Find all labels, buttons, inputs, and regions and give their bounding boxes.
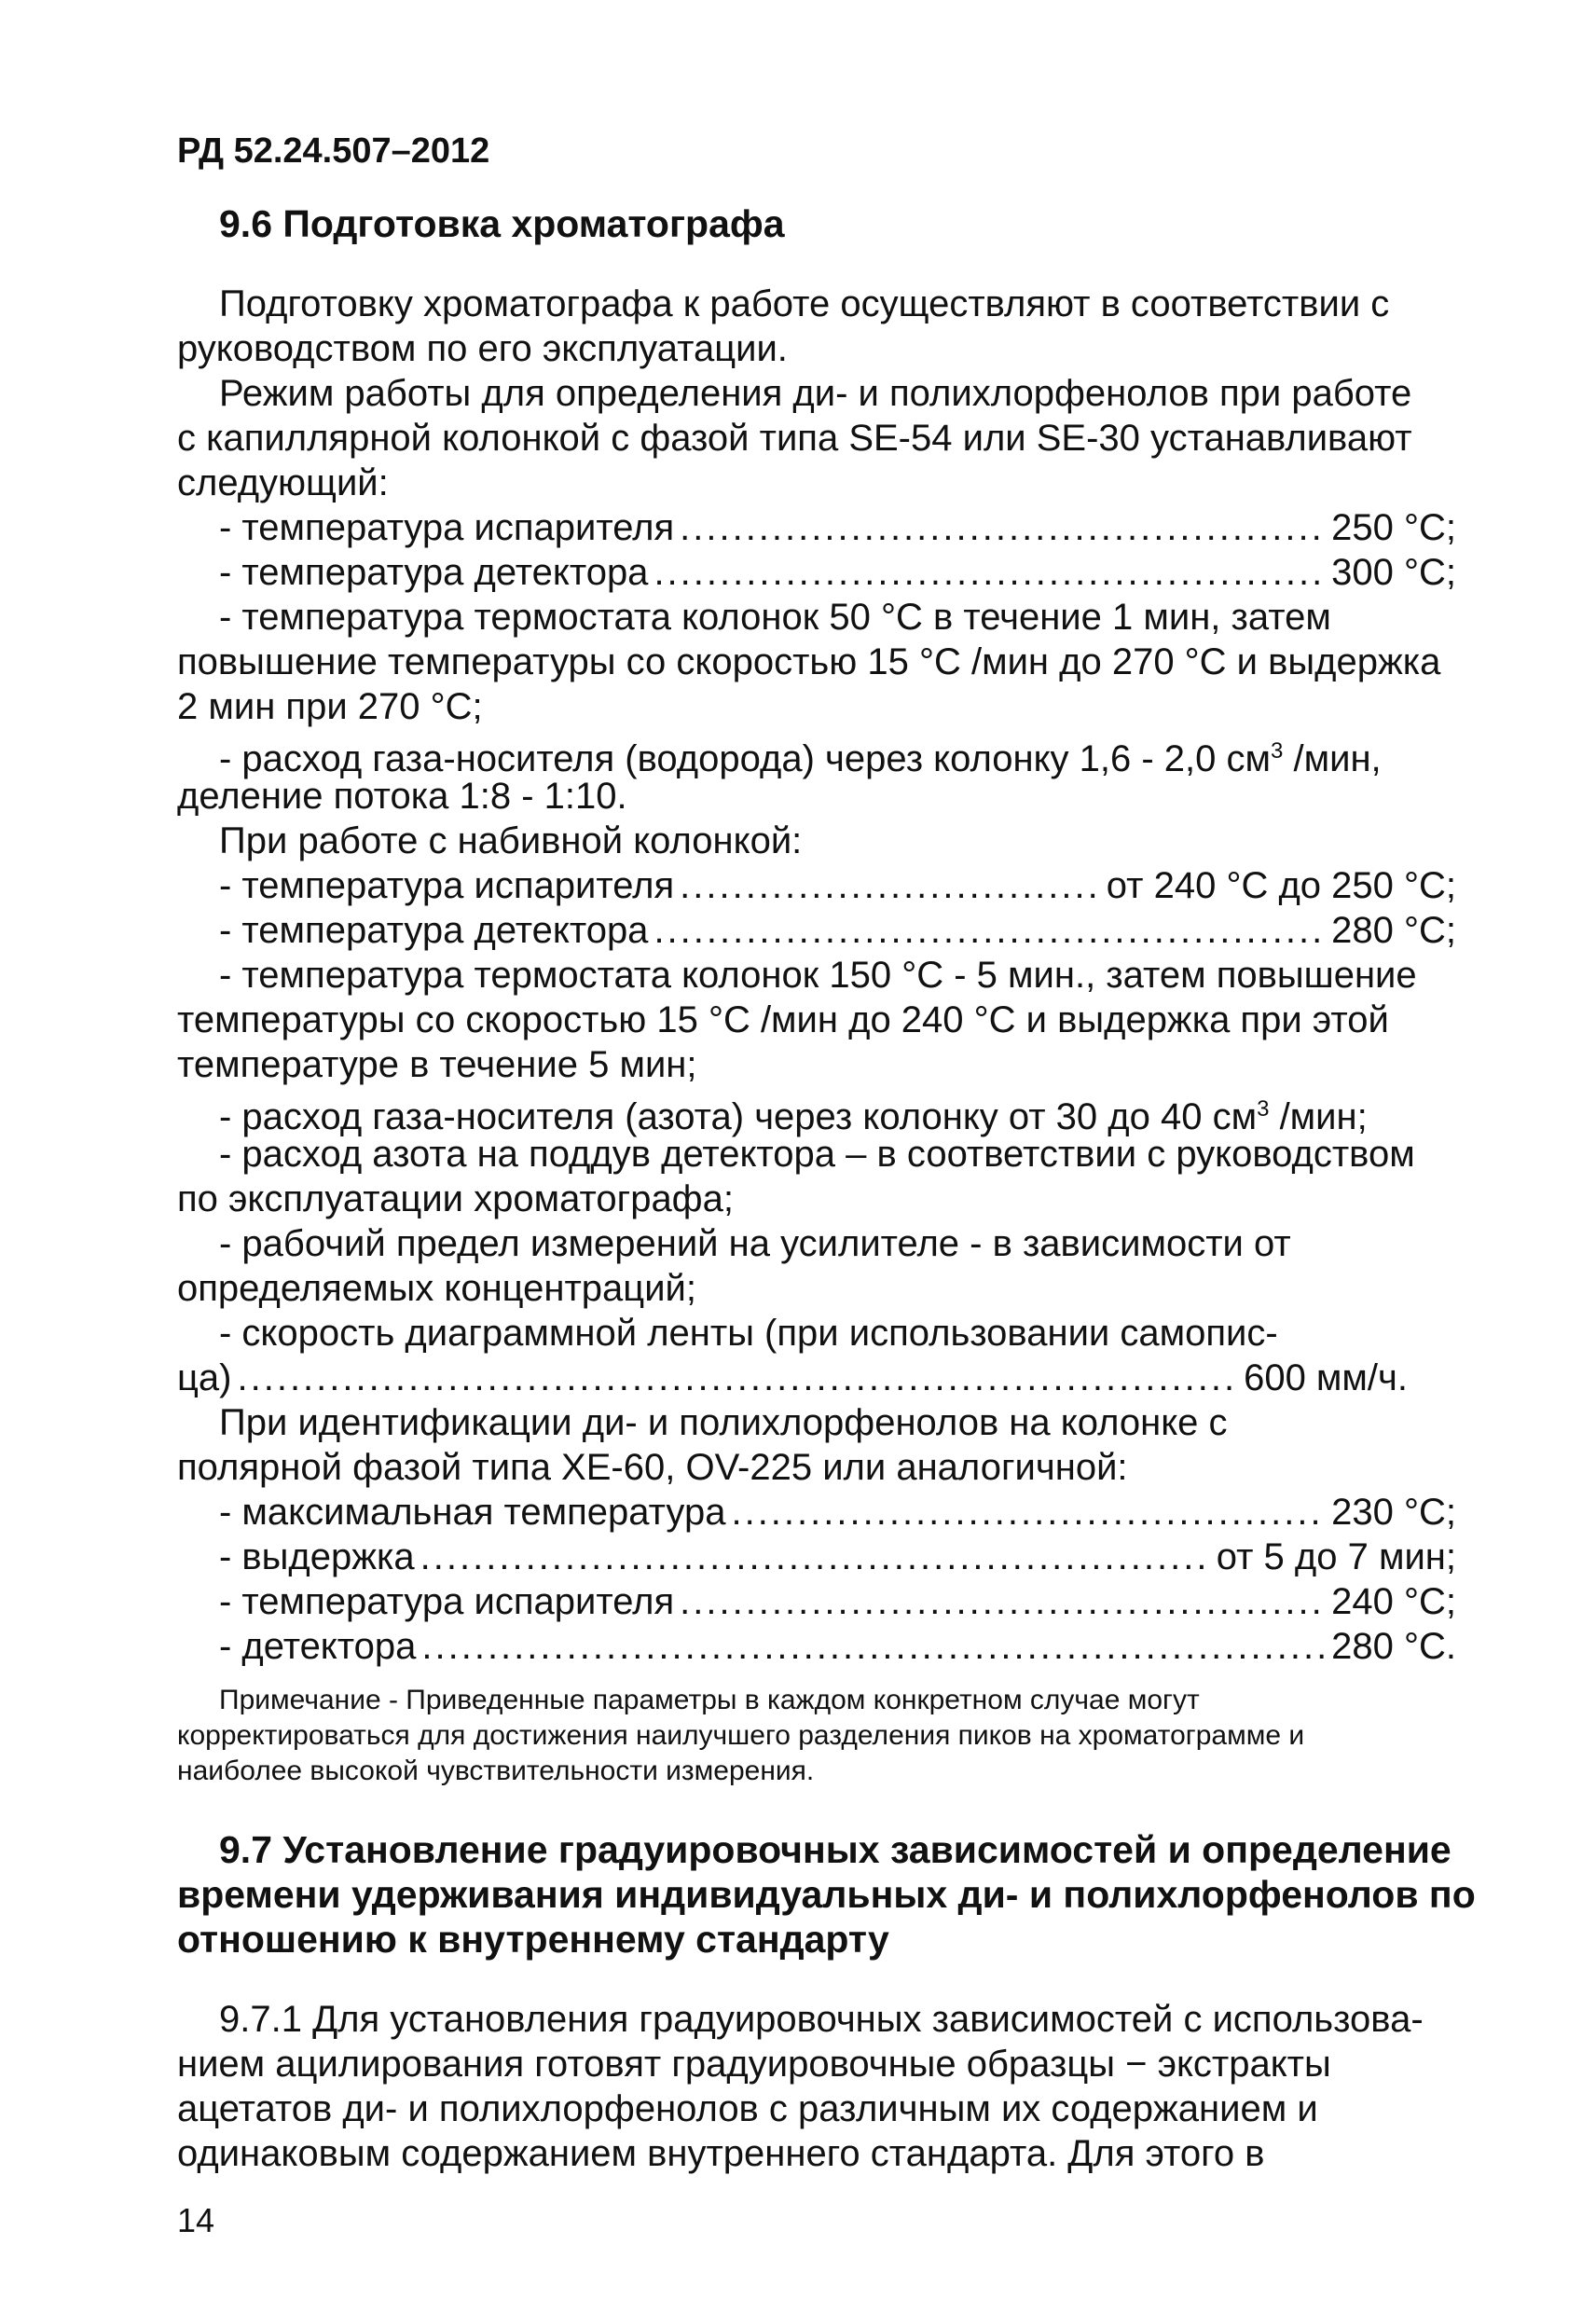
text-run: /мин, bbox=[1283, 738, 1382, 779]
section-9-7-title: 9.7 Установление градуировочных зависимостей и определение bbox=[219, 1828, 1452, 1871]
paragraph-line: 9.7.1 Для установления градуировочных зависимостей с использова- bbox=[219, 1999, 1424, 2040]
note-line: наиболее высокой чувствительности измерения. bbox=[177, 1755, 815, 1786]
param-polar-detector bbox=[219, 1624, 1456, 1669]
paragraph-line: Режим работы для определения ди- и полихлорфенолов при работе bbox=[219, 373, 1412, 414]
note-line: корректироваться для достижения наилучшего разделения пиков на хроматограмме и bbox=[177, 1720, 1305, 1751]
paragraph-line: полярной фазой типа ХЕ-60, OV-225 или аналогичной: bbox=[177, 1447, 1128, 1488]
paragraph-line: следующий: bbox=[177, 462, 389, 503]
param-label: - температура испарителя bbox=[219, 1581, 675, 1622]
param-value: 280 °С; bbox=[1331, 910, 1456, 951]
page-number: 14 bbox=[177, 2201, 215, 2239]
param-capillary-evaporator bbox=[219, 505, 1456, 550]
document-code: РД 52.24.507–2012 bbox=[177, 131, 490, 171]
dot-leader bbox=[680, 863, 1101, 908]
paragraph-line: Подготовку хроматографа к работе осуществляют в соответствии с bbox=[219, 283, 1390, 324]
section-9-6-title: 9.6 Подготовка хроматографа bbox=[219, 202, 785, 245]
dot-leader bbox=[680, 1579, 1326, 1624]
param-value: 230 °С; bbox=[1331, 1492, 1456, 1533]
paragraph-line: - рабочий предел измерений на усилителе - в зависимости от bbox=[219, 1223, 1291, 1264]
section-9-7-title: отношению к внутреннему стандарту bbox=[177, 1918, 889, 1961]
param-chart-speed bbox=[177, 1356, 1408, 1400]
paragraph-line: руководством по его эксплуатации. bbox=[177, 328, 788, 369]
text-run: - расход газа-носителя (азота) через колонку от 30 до 40 см bbox=[219, 1096, 1258, 1137]
param-value: 240 °С; bbox=[1331, 1581, 1456, 1622]
paragraph-line: нием ацилирования готовят градуировочные образцы − экстракты bbox=[177, 2044, 1331, 2085]
param-value: 250 °С; bbox=[1331, 507, 1456, 548]
text-run: - расход газа-носителя (водорода) через колонку 1,6 - 2,0 см bbox=[219, 738, 1272, 779]
paragraph-line: повышение температуры со скоростью 15 °С /мин до 270 °С и выдержка bbox=[177, 641, 1441, 682]
dot-leader bbox=[731, 1490, 1326, 1535]
param-value: 300 °С; bbox=[1331, 552, 1456, 593]
paragraph-line: При работе с набивной колонкой: bbox=[219, 820, 803, 861]
note-line: Примечание - Приведенные параметры в каждом конкретном случае могут bbox=[219, 1685, 1200, 1715]
param-value: 280 °С. bbox=[1331, 1626, 1456, 1667]
param-value: 600 мм/ч. bbox=[1244, 1357, 1408, 1398]
paragraph-line: деление потока 1:8 - 1:10. bbox=[177, 776, 627, 817]
dot-leader bbox=[420, 1535, 1211, 1579]
paragraph-line: При идентификации ди- и полихлорфенолов на колонке с bbox=[219, 1402, 1228, 1443]
section-9-7-title: времени удерживания индивидуальных ди- и полихлорфенолов по bbox=[177, 1873, 1476, 1916]
param-value: от 5 до 7 мин; bbox=[1216, 1536, 1456, 1577]
param-label: - максимальная температура bbox=[219, 1492, 726, 1533]
dot-leader bbox=[654, 550, 1326, 595]
dot-leader bbox=[680, 505, 1326, 550]
paragraph-line: - расход азота на поддув детектора – в соответствии с руководством bbox=[219, 1134, 1415, 1175]
paragraph-line: ацетатов ди- и полихлорфенолов с различным их содержанием и bbox=[177, 2088, 1318, 2129]
dot-leader bbox=[654, 908, 1326, 953]
dot-leader bbox=[421, 1624, 1326, 1669]
paragraph-line: - температура термостата колонок 150 °С - 5 мин., затем повышение bbox=[219, 955, 1417, 996]
paragraph-line: по эксплуатации хроматографа; bbox=[177, 1178, 734, 1219]
paragraph-line: температуре в течение 5 мин; bbox=[177, 1044, 697, 1085]
paragraph-line: температуры со скоростью 15 °С /мин до 240 °С и выдержка при этой bbox=[177, 999, 1389, 1040]
param-polar-evaporator bbox=[219, 1579, 1456, 1624]
param-label: - детектора bbox=[219, 1626, 417, 1667]
superscript: 3 bbox=[1257, 1096, 1270, 1122]
param-packed-detector bbox=[219, 908, 1456, 953]
param-capillary-detector bbox=[219, 550, 1456, 595]
param-label: - температура детектора bbox=[219, 910, 649, 951]
param-label: ца) bbox=[177, 1357, 232, 1398]
dot-leader bbox=[237, 1356, 1238, 1400]
paragraph-line: - температура термостата колонок 50 °С в течение 1 мин, затем bbox=[219, 597, 1331, 638]
text-run: /мин; bbox=[1269, 1096, 1368, 1137]
superscript: 3 bbox=[1271, 738, 1284, 764]
param-packed-evaporator bbox=[219, 863, 1456, 908]
paragraph-line: - скорость диаграммной ленты (при использовании самопис- bbox=[219, 1313, 1278, 1354]
param-label: - температура детектора bbox=[219, 552, 649, 593]
paragraph-line: 2 мин при 270 °С; bbox=[177, 686, 483, 727]
param-polar-hold bbox=[219, 1535, 1456, 1579]
paragraph-line: определяемых концентраций; bbox=[177, 1268, 696, 1309]
param-label: - выдержка bbox=[219, 1536, 415, 1577]
param-label: - температура испарителя bbox=[219, 865, 675, 906]
paragraph-line: с капиллярной колонкой с фазой типа SE-54 или SE-30 устанавливают bbox=[177, 418, 1412, 459]
param-value: от 240 °С до 250 °С; bbox=[1106, 865, 1456, 906]
param-label: - температура испарителя bbox=[219, 507, 675, 548]
paragraph-line: одинаковым содержанием внутреннего стандарта. Для этого в bbox=[177, 2133, 1265, 2174]
param-polar-max-temp bbox=[219, 1490, 1456, 1535]
